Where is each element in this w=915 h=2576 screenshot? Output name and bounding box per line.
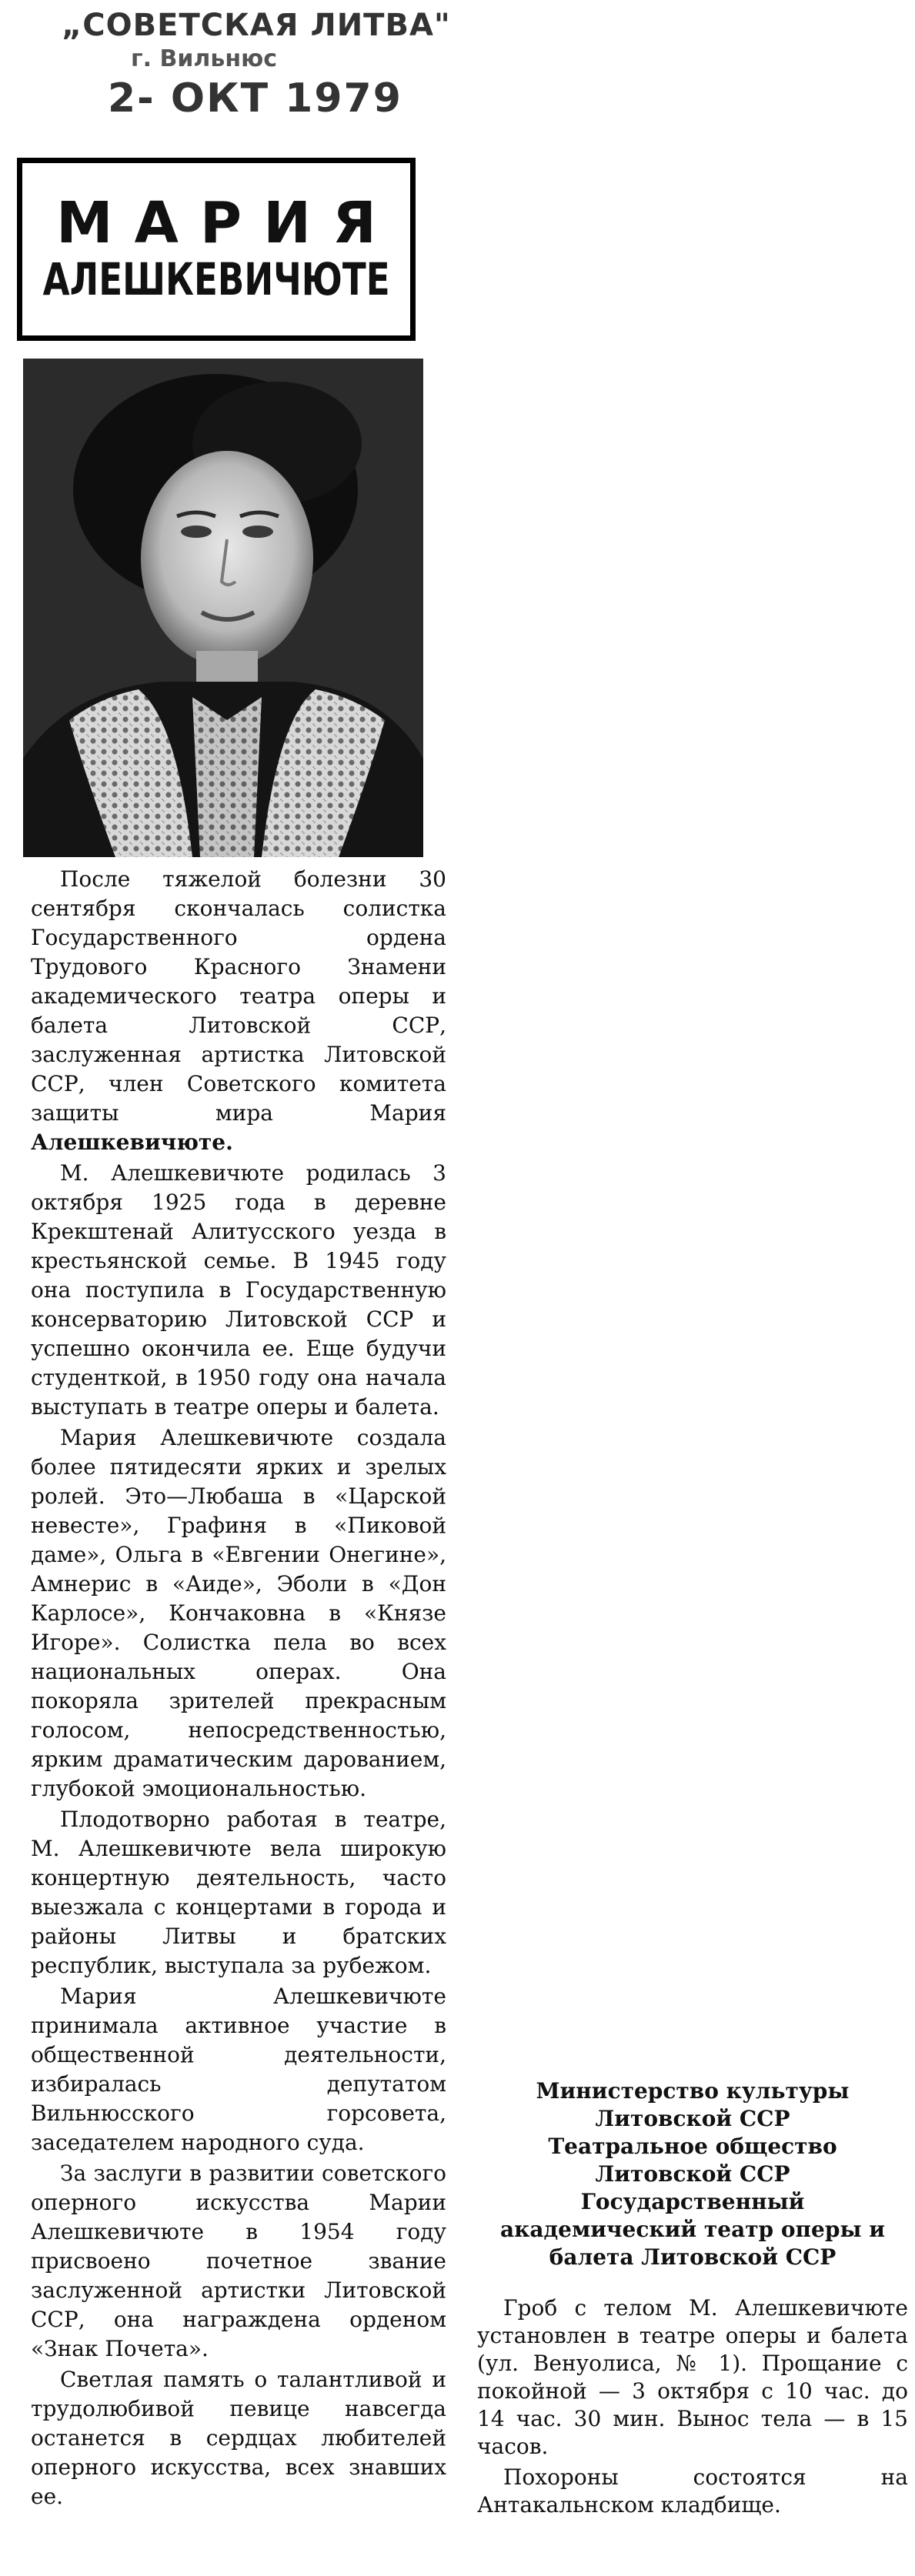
article-paragraph-1-name: Алешкевичюте. bbox=[31, 1130, 233, 1155]
article-paragraph-7: Светлая память о талантливой и трудолюбивой певице навсегда останется в сердцах любителей оперного искусства, всех знавших ее. bbox=[31, 2367, 446, 2509]
funeral-notice bbox=[477, 2077, 908, 2522]
signer-line-4: Литовской ССР bbox=[595, 2161, 790, 2187]
newspaper-city: г. Вильнюс bbox=[131, 45, 278, 72]
article-paragraph-3: Мария Алешкевичюте создала более пятидесяти ярких и зрелых ролей. Это—Любаша в «Царской невесте», Графиня в «Пиковой даме», Ольга в «Евгении Онегине», Амнерис в «Аиде», Эболи в «Дон Карлосе», Кончаковна в «Князе Игоре». Солистка пела во всех национальных операх. Она покоряла зрителей прекрасным голосом, непосредственностью, ярким драматическим дарованием, глубокой эмоциональностью. bbox=[31, 1425, 446, 1801]
signer-line-7: балета Литовской ССР bbox=[549, 2244, 837, 2270]
signer-line-6: академический театр оперы и bbox=[499, 2217, 886, 2242]
headline-first-name: МАРИЯ bbox=[55, 189, 399, 256]
signer-line-2: Литовской ССР bbox=[595, 2106, 790, 2131]
portrait-photo bbox=[23, 359, 423, 857]
headline-surname: АЛЕШКЕВИЧЮТЕ bbox=[42, 252, 390, 305]
newspaper-name: „СОВЕТСКАЯ ЛИТВА" bbox=[62, 8, 451, 43]
article-body bbox=[31, 865, 446, 2513]
article-paragraph-6: За заслуги в развитии советского оперного искусства Марии Алешкевичюте в 1954 году присвоено почетное звание заслуженной артистки Литовской ССР, она награждена орденом «Знак Почета». bbox=[31, 2161, 446, 2361]
signer-line-5: Государственный bbox=[580, 2189, 805, 2214]
article-paragraph-1 bbox=[31, 865, 446, 1157]
article-paragraph-4: Плодотворно работая в театре, М. Алешкевичюте вела широкую концертную деятельность, часто выезжала с концертами в города и районы Литвы и братских республик, выступала за рубежом. bbox=[31, 1807, 446, 1978]
portrait-image bbox=[23, 359, 423, 857]
notice-paragraph-1: Гроб с телом М. Алешкевичюте установлен в театре оперы и балета (ул. Венуолиса, № 1). Прощание с покойной — 3 октября с 10 час. до 14 час. 30 мин. Вынос тела — в 15 часов. bbox=[477, 2295, 908, 2459]
article-paragraph-2: М. Алешкевичюте родилась 3 октября 1925 года в деревне Крекштенай Алитусского уезда в крестьянской семье. В 1945 году она поступила в Государственную консерваторию Литовской ССР и успешно окончила ее. Еще будучи студенткой, в 1950 году она начала выступать в театре оперы и балета. bbox=[31, 1160, 446, 1420]
notice-signers bbox=[477, 2077, 908, 2271]
signer-line-3: Театральное общество bbox=[548, 2134, 837, 2159]
signer-line-1: Министерство культуры bbox=[536, 2078, 850, 2104]
notice-paragraph-2: Похороны состоятся на Антакальнском кладбище. bbox=[477, 2464, 908, 2518]
article-paragraph-5: Мария Алешкевичюте принимала активное участие в общественной деятельности, избиралась депутатом Вильнюсского горсовета, заседателем народного суда. bbox=[31, 1984, 446, 2155]
clipping-date: 2- ОКТ 1979 bbox=[108, 75, 402, 122]
headline-box bbox=[17, 158, 416, 341]
article-paragraph-1-text: После тяжелой болезни 30 сентября скончалась солистка Государственного ордена Трудового Красного Знамени академического театра оперы и балета Литовской ССР, заслуженная артистка Литовской ССР, член Советского комитета защиты мира Мария bbox=[31, 866, 446, 1126]
newspaper-stamp bbox=[62, 6, 462, 124]
